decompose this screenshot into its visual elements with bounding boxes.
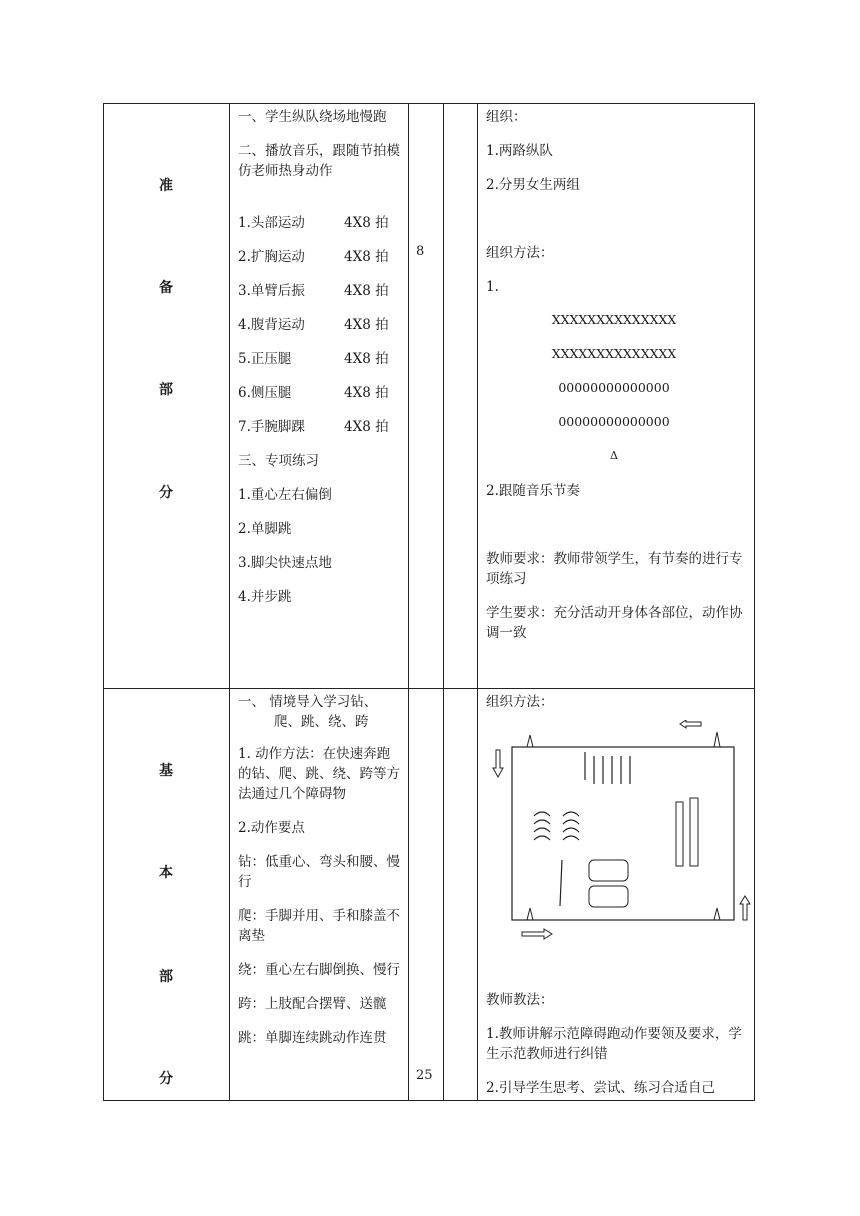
exercise-name: 7.手腕脚踝 (238, 419, 305, 435)
prep-section-char: 准 (159, 178, 173, 194)
basic-heading (238, 692, 403, 732)
prep-method-num: 1. (486, 279, 499, 295)
exercise-row (238, 247, 403, 281)
arrow-right-icon (522, 929, 552, 939)
row-divider (103, 688, 755, 689)
teaching-method-item: 2.引导学生思考、尝试、练习合适自己 (486, 1080, 715, 1096)
col-divider (443, 103, 444, 1101)
teaching-method-title: 教师教法： (486, 992, 554, 1008)
teacher-requirement: 教师要求：教师带领学生，有节奏的进行专项练习 (486, 551, 743, 587)
formation-diagram (519, 303, 709, 473)
basic-time: 25 (416, 1068, 433, 1083)
basic-method-title: 组织方法： (486, 694, 554, 710)
prep-organization (486, 107, 748, 209)
mat-icon (690, 798, 698, 866)
basic-section-char: 分 (159, 1071, 173, 1087)
box-icon (589, 886, 628, 907)
box-icon (589, 860, 628, 881)
col-divider (229, 103, 230, 1101)
cone-icon (527, 735, 533, 747)
arrow-left-icon (680, 720, 701, 728)
exercise-row (238, 383, 403, 417)
teacher-marker: Δ (610, 449, 618, 462)
exercise-row (238, 213, 403, 247)
key-point: 绕：重心左右脚倒换、慢行 (238, 962, 400, 978)
org-item: 2.分男女生两组 (486, 177, 580, 193)
prep-exercise-list (238, 213, 403, 621)
rope-icon (560, 860, 562, 906)
exercise-name: 1.头部运动 (238, 215, 305, 231)
exercise-reps: 4X8 拍 (344, 385, 389, 401)
hoops-icon (534, 812, 579, 840)
arrow-up-icon (740, 896, 750, 920)
formation-row: 00000000000000 (558, 380, 670, 395)
exercise-name: 4.腹背运动 (238, 317, 305, 333)
exercise-reps: 4X8 拍 (344, 215, 389, 231)
key-point: 钻：低重心、弯头和腰、慢行 (238, 854, 400, 890)
exercise-row (238, 349, 403, 383)
prep-heading-3: 三、专项练习 (238, 453, 319, 469)
table-border-top (103, 103, 755, 104)
prep-heading-2: 二、播放音乐，跟随节拍模仿老师热身动作 (238, 143, 400, 179)
action-method: 1. 动作方法：在快速奔跑的钻、爬、跳、绕、跨等方法通过几个障碍物 (238, 746, 400, 802)
exercise-row (238, 281, 403, 315)
prep-method-title: 组织方法： (486, 245, 554, 261)
col-divider (408, 103, 409, 1101)
drill-item: 2.单脚跳 (238, 521, 292, 537)
exercise-reps: 4X8 拍 (344, 283, 389, 299)
exercise-reps: 4X8 拍 (344, 351, 389, 367)
exercise-reps: 4X8 拍 (344, 419, 389, 435)
obstacle-course-diagram (486, 720, 758, 945)
key-point: 跨：上肢配合摆臂、送髋 (238, 996, 387, 1012)
prep-heading-1: 一、学生纵队绕场地慢跑 (238, 109, 387, 125)
cone-icon (714, 908, 720, 920)
hurdles-icon (585, 752, 630, 784)
exercise-row (238, 417, 403, 451)
basic-heading-line: 爬、跳、绕、跨 (274, 714, 369, 730)
student-requirement: 学生要求：充分活动开身体各部位，动作协调一致 (486, 605, 743, 641)
formation-row: XXXXXXXXXXXXXX (551, 346, 677, 361)
teaching-method-item: 1.教师讲解示范障碍跑动作要领及要求，学生示范教师进行纠错 (486, 1026, 742, 1062)
exercise-name: 5.正压腿 (238, 351, 292, 367)
exercise-reps: 4X8 拍 (344, 249, 389, 265)
table-border-right (754, 103, 755, 1101)
table-border-left (103, 103, 104, 1101)
drill-item: 1.重心左右偏倒 (238, 487, 332, 503)
prep-section-char: 备 (159, 280, 173, 296)
basic-section-char: 本 (159, 865, 173, 881)
formation-row: XXXXXXXXXXXXXX (551, 312, 677, 327)
org-item: 1.两路纵队 (486, 143, 553, 159)
cone-icon (527, 908, 533, 920)
org-item: 2.跟随音乐节奏 (486, 483, 580, 499)
drill-item: 3.脚尖快速点地 (238, 555, 332, 571)
exercise-name: 6.侧压腿 (238, 385, 292, 401)
table-border-bottom (103, 1100, 755, 1101)
key-points-title: 2.动作要点 (238, 820, 305, 836)
basic-section-char: 部 (159, 969, 173, 985)
drill-item: 4.并步跳 (238, 589, 292, 605)
exercise-reps: 4X8 拍 (344, 317, 389, 333)
prep-section-char: 分 (159, 485, 173, 501)
basic-section-char: 基 (159, 763, 173, 779)
basic-content (238, 744, 403, 1062)
prep-content (238, 107, 400, 195)
col-divider (477, 103, 478, 1101)
exercise-name: 2.扩胸运动 (238, 249, 305, 265)
exercise-row (238, 315, 403, 349)
mat-icon (676, 802, 683, 866)
org-title: 组织： (486, 109, 527, 125)
formation-row: 00000000000000 (558, 414, 670, 429)
arrow-down-icon (493, 750, 503, 777)
exercise-name: 3.单臂后振 (238, 283, 305, 299)
key-point: 爬：手脚并用、手和膝盖不离垫 (238, 908, 400, 944)
field-outline (512, 747, 734, 920)
prep-time: 8 (416, 244, 425, 259)
cone-icon (714, 732, 720, 747)
basic-heading-line: 一、 情境导入学习钻、 (238, 694, 378, 710)
key-point: 跳：单脚连续跳动作连贯 (238, 1030, 387, 1046)
prep-section-char: 部 (159, 382, 173, 398)
